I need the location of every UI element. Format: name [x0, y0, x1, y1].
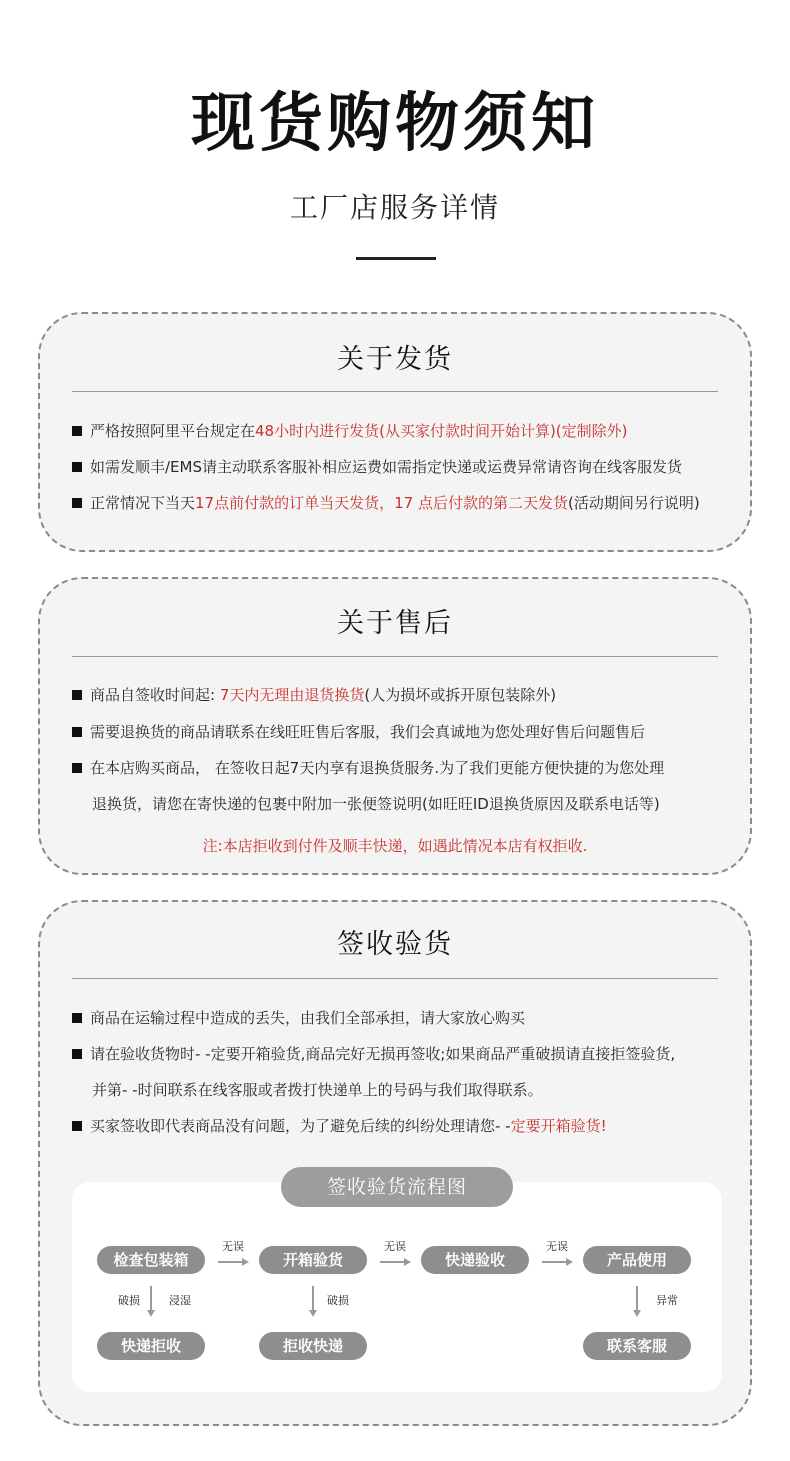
inspection-item: [72, 1116, 740, 1136]
inspection-item-highlight: 定要开箱验货!: [510, 1117, 607, 1135]
flowchart-title: 签收验货流程图: [281, 1167, 513, 1207]
flow-step-use-product: 产品使用: [583, 1246, 691, 1274]
aftersale-item-suffix: (人为损坏或拆开原包装除外): [364, 686, 557, 704]
inspection-item-text: 商品在运输过程中造成的丢失，由我们全部承担，请大家放心购买: [90, 1009, 526, 1027]
page-title: 现货购物须知: [191, 87, 599, 161]
square-bullet-icon: [72, 1049, 82, 1059]
aftersale-item: [72, 722, 740, 742]
shipping-divider: [72, 391, 718, 392]
inspection-item: [72, 1008, 740, 1028]
shipping-item: [72, 457, 740, 477]
page-subtitle: 工厂店服务详情: [289, 191, 500, 224]
flowchart-card: [72, 1182, 722, 1392]
flow-step-courier-check: 快递验收: [421, 1246, 529, 1274]
flow-label-damaged: 破损: [327, 1294, 349, 1307]
flow-label-damaged: 破损: [118, 1294, 140, 1307]
flow-label-wet: 浸湿: [169, 1294, 191, 1307]
inspection-panel: [38, 900, 752, 1426]
shipping-item-suffix: (活动期间另行说明): [567, 494, 700, 512]
shipping-item: [72, 493, 740, 513]
flow-label-ok: 无误: [384, 1240, 406, 1253]
flow-outcome-courier-reject: 快递拒收: [97, 1332, 205, 1360]
shipping-heading: 关于发货: [337, 344, 453, 375]
flow-step-check-box: 检查包装箱: [97, 1246, 205, 1274]
aftersale-item: [72, 685, 740, 705]
square-bullet-icon: [72, 1121, 82, 1131]
right-arrow-icon: [542, 1257, 574, 1267]
inspection-item-continuation: 并第- -时间联系在线客服或者拨打快递单上的号码与我们取得联系。: [92, 1081, 543, 1099]
shipping-item-text: 如需发顺丰/EMS请主动联系客服补相应运费如需指定快递或运费异常请咨询在线客服发货: [90, 458, 682, 476]
square-bullet-icon: [72, 1013, 82, 1023]
shipping-item-highlight: 17点前付款的订单当天发货，17 点后付款的第二天发货: [195, 494, 568, 512]
inspection-heading: 签收验货: [337, 929, 453, 960]
down-arrow-icon: [308, 1286, 318, 1318]
inspection-divider: [72, 978, 718, 979]
shipping-item-highlight: 48小时内进行发货(从买家付款时间开始计算)(定制除外): [255, 422, 628, 440]
down-arrow-icon: [632, 1286, 642, 1318]
aftersale-heading: 关于售后: [337, 608, 453, 639]
aftersale-item-text: 商品自签收时间起:: [90, 686, 220, 704]
square-bullet-icon: [72, 462, 82, 472]
flow-outcome-contact-service: 联系客服: [583, 1332, 691, 1360]
down-arrow-icon: [146, 1286, 156, 1318]
right-arrow-icon: [380, 1257, 412, 1267]
square-bullet-icon: [72, 426, 82, 436]
square-bullet-icon: [72, 727, 82, 737]
right-arrow-icon: [218, 1257, 250, 1267]
flow-label-ok: 无误: [222, 1240, 244, 1253]
aftersale-note: 注:本店拒收到付件及顺丰快递，如遇此情况本店有权拒收.: [202, 837, 588, 855]
shipping-panel: [38, 312, 752, 552]
shipping-item: [72, 421, 740, 441]
aftersale-item-text: 需要退换货的商品请联系在线旺旺售后客服，我们会真诚地为您处理好售后问题售后: [90, 723, 646, 741]
flow-label-abnormal: 异常: [656, 1294, 678, 1307]
inspection-item-text: 请在验收货物时- -定要开箱验货,商品完好无损再签收;如果商品严重破损请直接拒签验货,: [90, 1045, 676, 1063]
aftersale-item-text: 在本店购买商品， 在签收日起7天内享有退换货服务.为了我们更能方便快捷的为您处理: [90, 759, 665, 777]
title-divider: [356, 257, 436, 260]
flow-outcome-refuse-delivery: 拒收快递: [259, 1332, 367, 1360]
shipping-item-text: 严格按照阿里平台规定在: [90, 422, 256, 440]
aftersale-item: [72, 758, 740, 778]
aftersale-item-continuation: 退换货，请您在寄快递的包裹中附加一张便签说明(如旺旺ID退换货原因及联系电话等): [92, 795, 660, 813]
square-bullet-icon: [72, 690, 82, 700]
inspection-item-text: 买家签收即代表商品没有问题，为了避免后续的纠纷处理请您- -: [90, 1117, 511, 1135]
inspection-item: [72, 1044, 740, 1064]
aftersale-item-highlight: 7天内无理由退货换货: [219, 686, 365, 704]
aftersale-panel: [38, 577, 752, 875]
shipping-item-text: 正常情况下当天: [90, 494, 196, 512]
flow-step-open-box: 开箱验货: [259, 1246, 367, 1274]
square-bullet-icon: [72, 763, 82, 773]
square-bullet-icon: [72, 498, 82, 508]
aftersale-divider: [72, 656, 718, 657]
flow-label-ok: 无误: [546, 1240, 568, 1253]
